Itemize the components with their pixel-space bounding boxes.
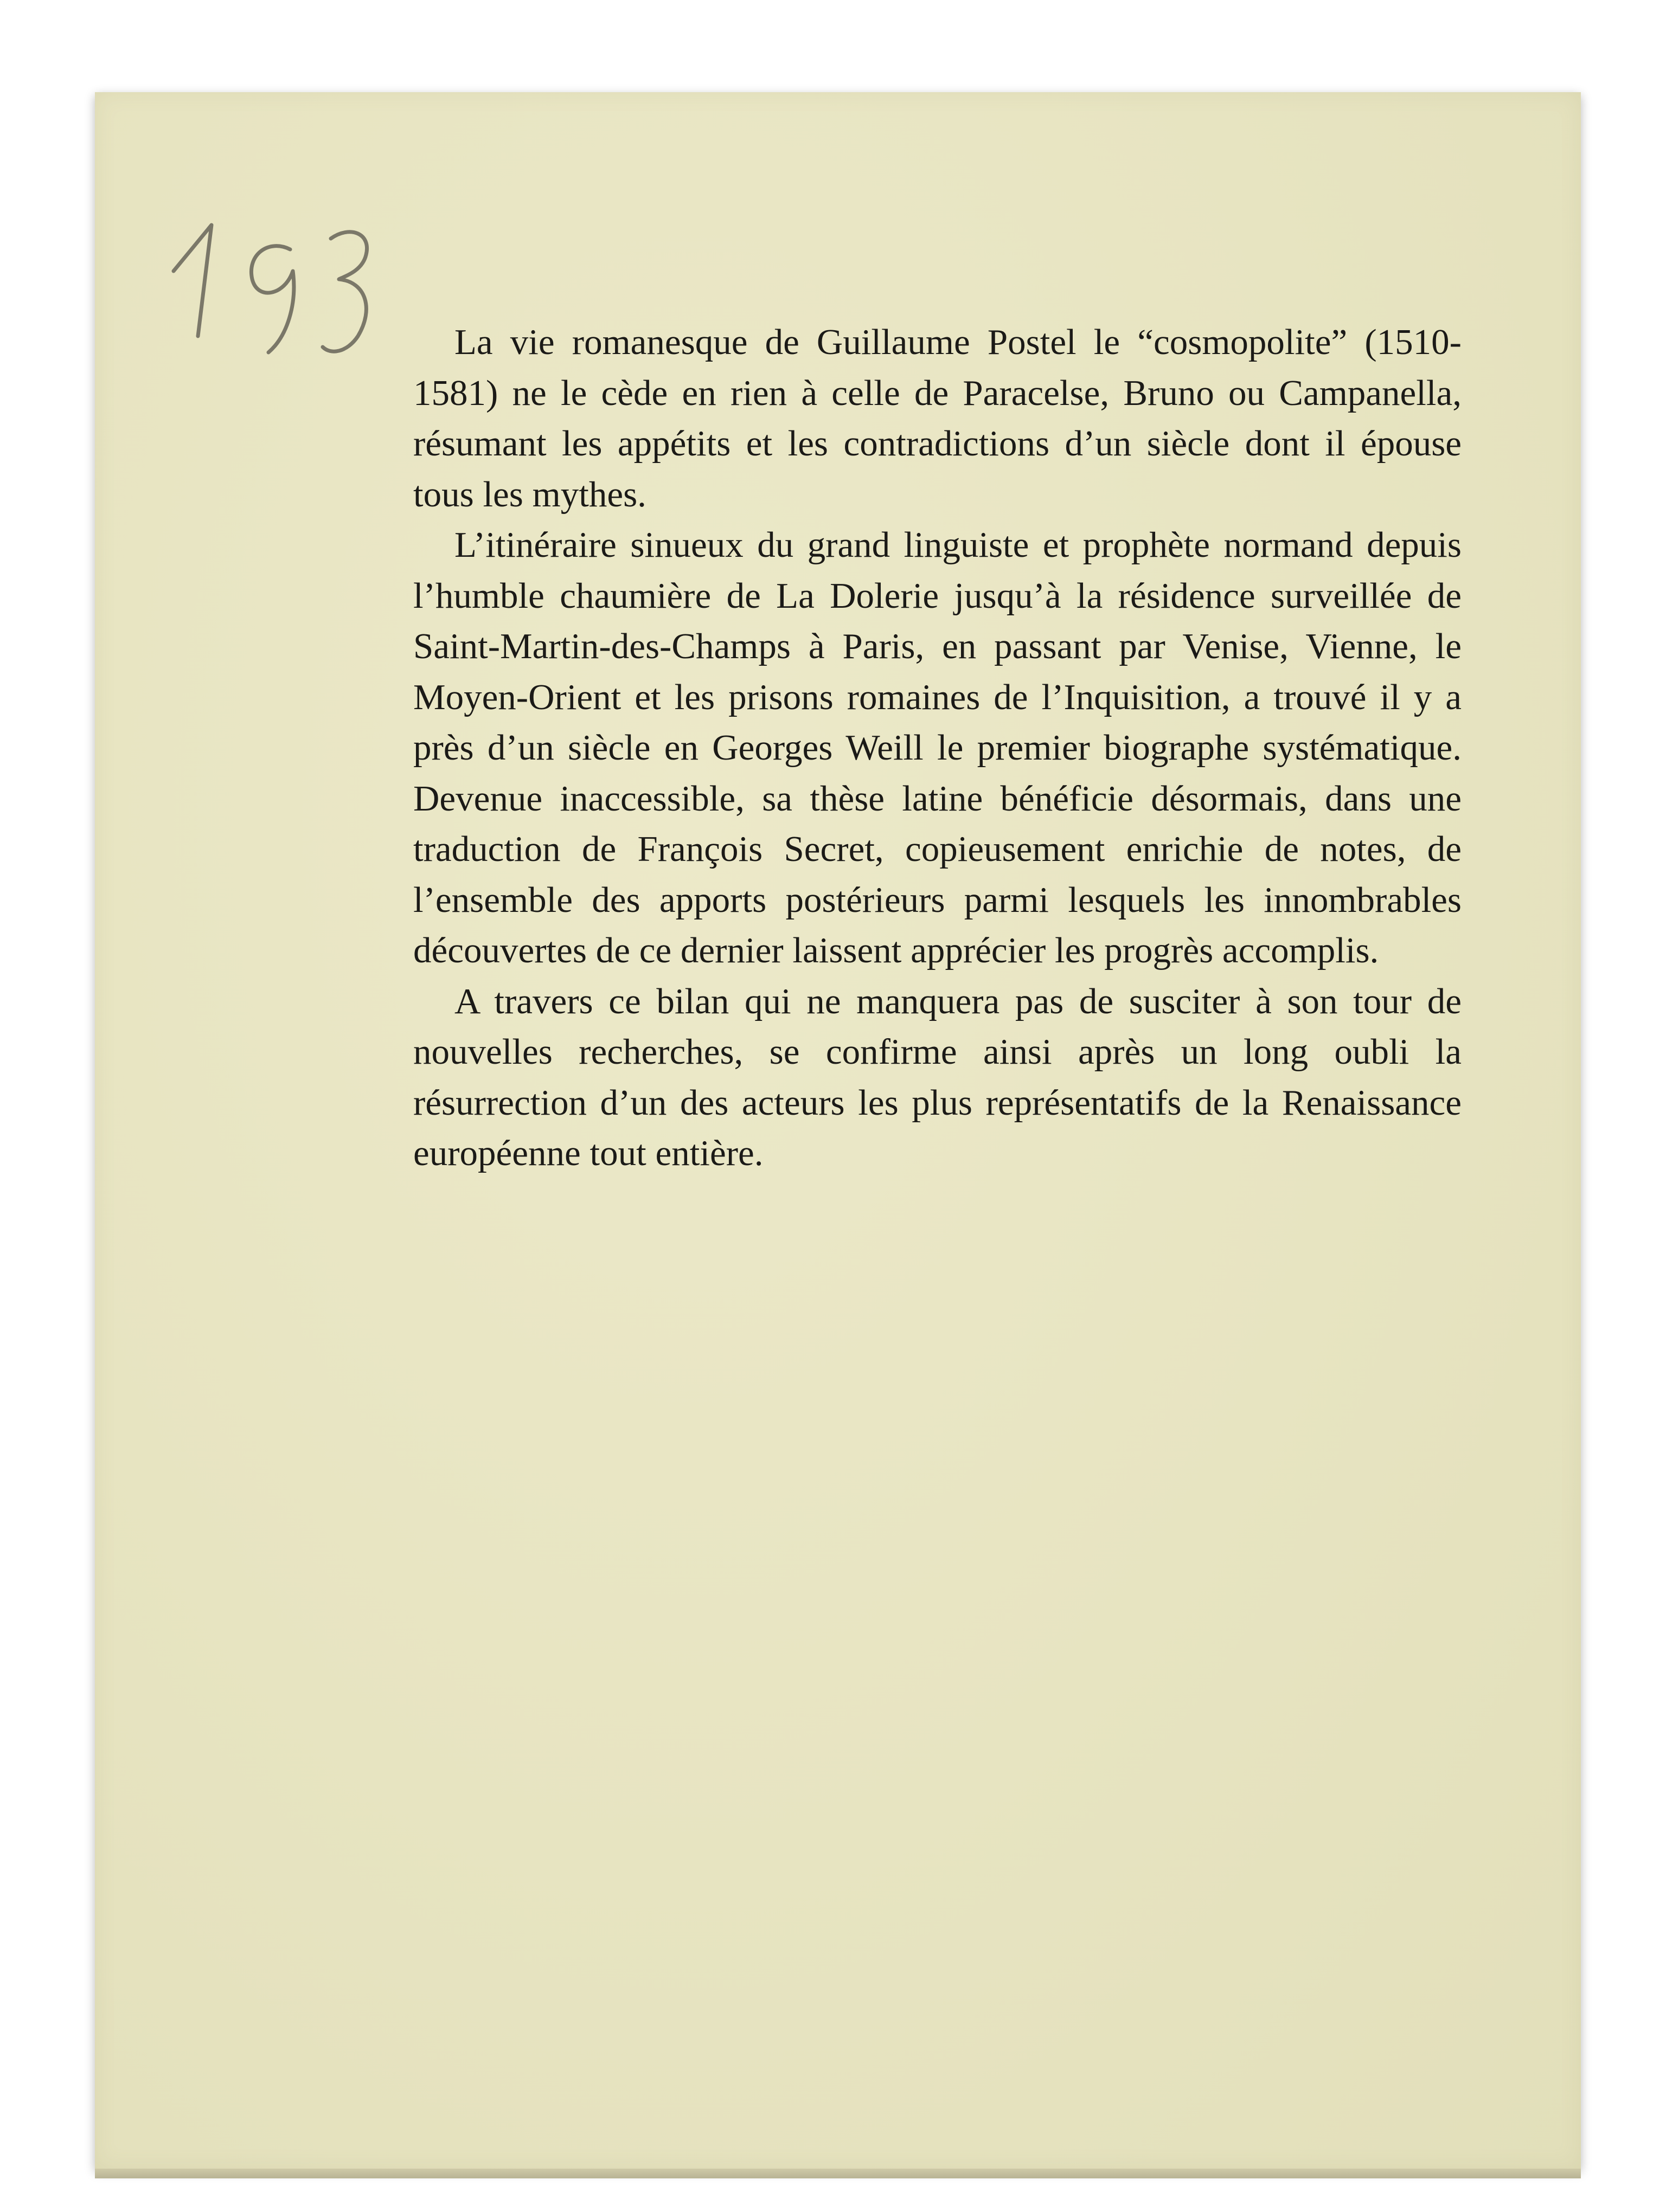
back-cover-blurb <box>413 317 1462 1179</box>
blurb-paragraph-1: La vie romanesque de Guillaume Postel le “cosmopolite” (1510-1581) ne le cède en rien à celle de Paracelse, Bruno ou Campanella, résumant les appétits et les contradictions d’un siècle dont il épouse tous les mythes. <box>413 322 1462 515</box>
book-back-cover <box>95 92 1581 2169</box>
handwritten-inventory-number <box>152 173 401 401</box>
cover-bottom-edge <box>95 2169 1581 2178</box>
blurb-paragraph-2: L’itinéraire sinueux du grand linguiste et prophète normand depuis l’humble chaumière de La Dolerie jusqu’à la résidence surveillée de Saint-Martin-des-Champs à Paris, en passant par Venise, Vienne, le Moyen-Orient et les prisons romaines de l’Inquisition, a trouvé il y a près d’un siècle en Georges Weill le premier biographe systématique. Devenue inaccessible, sa thèse latine bénéficie désormais, dans une traduction de François Secret, copieusement enrichie de notes, de l’ensemble des apports postérieurs parmi lesquels les innombrables découvertes de ce dernier laissent apprécier les progrès accomplis. <box>413 525 1462 970</box>
blurb-paragraph-3: A travers ce bilan qui ne manquera pas de susciter à son tour de nouvelles recherches, se confirme ainsi après un long oubli la résurrection d’un des acteurs les plus représentatifs de la Renaissance européenne tout entière. <box>413 981 1462 1173</box>
